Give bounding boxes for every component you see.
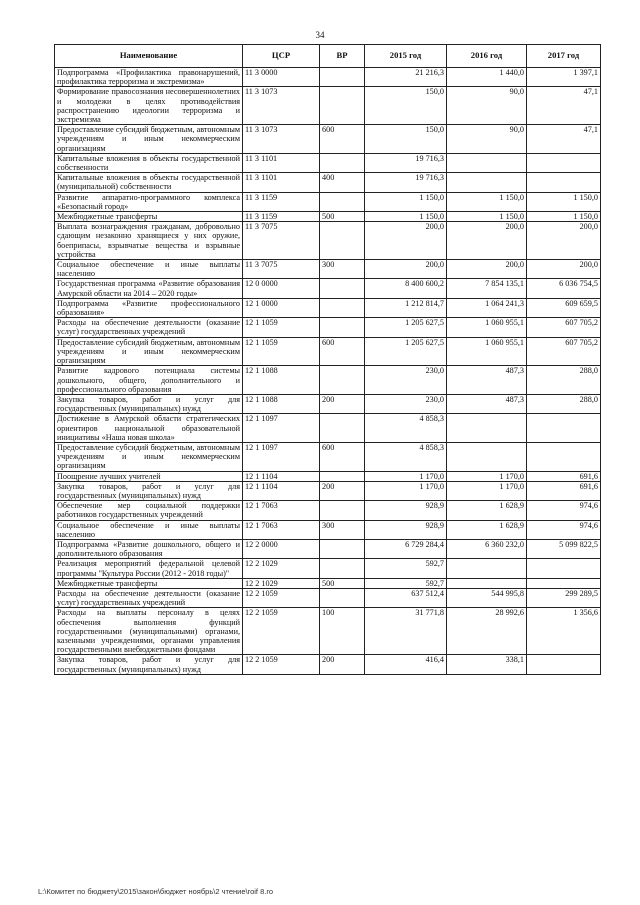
cell-y2017: [527, 655, 601, 674]
cell-csr: 12 1 7063: [243, 520, 320, 539]
table-row: [55, 260, 601, 279]
cell-y2017: 288,0: [527, 394, 601, 413]
budget-table: [54, 44, 601, 675]
cell-y2015: 1 205 627,5: [365, 337, 447, 366]
cell-y2017: 47,1: [527, 87, 601, 125]
cell-y2017: 200,0: [527, 260, 601, 279]
table-row: [55, 337, 601, 366]
cell-name: Выплата вознаграждения гражданам, добровольно сдающим незаконно хранящиеся у них оружие, боеприпасы, взрывчатые вещества и взрывные устройства: [55, 222, 243, 260]
cell-name: Развитие кадрового потенциала системы дошкольного, общего, дополнительного и профессионального образования: [55, 366, 243, 395]
cell-y2016: 6 360 232,0: [447, 539, 527, 558]
cell-csr: 11 3 1159: [243, 212, 320, 222]
cell-name: Закупка товаров, работ и услуг для государственных (муниципальных) нужд: [55, 394, 243, 413]
cell-y2017: 691,6: [527, 481, 601, 500]
cell-y2015: 637 512,4: [365, 588, 447, 607]
cell-y2017: 47,1: [527, 125, 601, 154]
header-csr: ЦСР: [243, 45, 320, 68]
cell-vr: [320, 87, 365, 125]
cell-y2015: 1 170,0: [365, 481, 447, 500]
cell-vr: 100: [320, 608, 365, 655]
table-row: [55, 520, 601, 539]
cell-vr: [320, 539, 365, 558]
cell-vr: [320, 588, 365, 607]
cell-csr: 11 3 1073: [243, 125, 320, 154]
cell-name: Поощрение лучших учителей: [55, 471, 243, 481]
cell-y2016: 1 628,9: [447, 501, 527, 520]
cell-name: Предоставление субсидий бюджетным, автономным учреждениям и иным некоммерческим организациям: [55, 125, 243, 154]
table-row: [55, 655, 601, 674]
cell-y2017: 1 397,1: [527, 68, 601, 87]
cell-csr: 12 1 1088: [243, 394, 320, 413]
cell-name: Расходы на обеспечение деятельности (оказание услуг) государственных учреждений: [55, 318, 243, 337]
cell-y2016: [447, 559, 527, 578]
cell-vr: 600: [320, 442, 365, 471]
cell-name: Капитальные вложения в объекты государственной собственности: [55, 153, 243, 172]
cell-name: Формирование правосознания несовершеннолетних и молодежи в целях противодействия распространению идеологии терроризма и экстремизма: [55, 87, 243, 125]
cell-vr: 500: [320, 212, 365, 222]
cell-y2016: 200,0: [447, 260, 527, 279]
cell-y2017: 288,0: [527, 366, 601, 395]
cell-vr: [320, 559, 365, 578]
cell-y2016: 1 170,0: [447, 481, 527, 500]
cell-y2017: 6 036 754,5: [527, 279, 601, 298]
table-row: [55, 212, 601, 222]
cell-name: Развитие аппаратно-программного комплекса «Безопасный город»: [55, 192, 243, 211]
cell-y2015: 1 150,0: [365, 192, 447, 211]
cell-name: Подпрограмма «Развитие профессионального образования»: [55, 298, 243, 317]
table-row: [55, 442, 601, 471]
table-row: [55, 559, 601, 578]
cell-y2015: 4 858,3: [365, 442, 447, 471]
cell-csr: 12 1 1097: [243, 414, 320, 443]
table-row: [55, 279, 601, 298]
table-body: [55, 68, 601, 675]
cell-y2017: 200,0: [527, 222, 601, 260]
table-row: [55, 539, 601, 558]
cell-csr: 12 1 1104: [243, 471, 320, 481]
cell-csr: 11 3 1101: [243, 173, 320, 192]
cell-y2017: 609 659,5: [527, 298, 601, 317]
cell-y2017: [527, 578, 601, 588]
cell-name: Расходы на выплаты персоналу в целях обеспечения выполнения функций государственными (муниципальными) органами, казенными учреждениями, органами управления государственными внебюджетными фондами: [55, 608, 243, 655]
cell-name: Социальное обеспечение и иные выплаты населению: [55, 260, 243, 279]
cell-name: Обеспечение мер социальной поддержки работников государственных учреждений: [55, 501, 243, 520]
cell-name: Достижение в Амурской области стратегических ориентиров национальной образовательной инициативы «Наша новая школа»: [55, 414, 243, 443]
cell-y2016: 90,0: [447, 125, 527, 154]
cell-y2017: [527, 559, 601, 578]
cell-y2017: 1 150,0: [527, 192, 601, 211]
cell-csr: 12 1 1104: [243, 481, 320, 500]
table-row: [55, 87, 601, 125]
table-row: [55, 414, 601, 443]
cell-y2016: 28 992,6: [447, 608, 527, 655]
cell-vr: 300: [320, 520, 365, 539]
cell-y2017: [527, 153, 601, 172]
cell-name: Межбюджетные трансферты: [55, 212, 243, 222]
table-row: [55, 481, 601, 500]
table-row: [55, 501, 601, 520]
cell-y2016: 1 628,9: [447, 520, 527, 539]
cell-csr: 12 0 0000: [243, 279, 320, 298]
cell-csr: 12 1 1059: [243, 337, 320, 366]
cell-csr: 11 3 7075: [243, 222, 320, 260]
table-row: [55, 588, 601, 607]
cell-y2015: 592,7: [365, 559, 447, 578]
cell-y2016: 1 064 241,3: [447, 298, 527, 317]
cell-csr: 11 3 0000: [243, 68, 320, 87]
cell-csr: 11 3 1101: [243, 153, 320, 172]
table-row: [55, 394, 601, 413]
cell-y2016: 90,0: [447, 87, 527, 125]
cell-y2017: [527, 442, 601, 471]
cell-y2017: 607 705,2: [527, 318, 601, 337]
cell-vr: [320, 279, 365, 298]
header-name: Наименование: [55, 45, 243, 68]
cell-y2017: [527, 173, 601, 192]
cell-y2016: 487,3: [447, 366, 527, 395]
cell-y2016: 1 060 955,1: [447, 337, 527, 366]
cell-vr: [320, 68, 365, 87]
page-number: 34: [315, 30, 325, 40]
cell-vr: [320, 471, 365, 481]
cell-y2015: 230,0: [365, 366, 447, 395]
cell-y2016: 1 440,0: [447, 68, 527, 87]
cell-vr: 200: [320, 655, 365, 674]
cell-y2017: [527, 414, 601, 443]
table-row: [55, 192, 601, 211]
cell-y2016: 1 170,0: [447, 471, 527, 481]
cell-csr: 12 1 1059: [243, 318, 320, 337]
cell-y2016: [447, 173, 527, 192]
cell-y2015: 8 400 600,2: [365, 279, 447, 298]
cell-y2015: 21 216,3: [365, 68, 447, 87]
table-row: [55, 298, 601, 317]
table-row: [55, 578, 601, 588]
header-2015: 2015 год: [365, 45, 447, 68]
cell-y2016: 200,0: [447, 222, 527, 260]
cell-name: Социальное обеспечение и иные выплаты населению: [55, 520, 243, 539]
cell-y2016: [447, 578, 527, 588]
table-row: [55, 471, 601, 481]
cell-y2016: 338,1: [447, 655, 527, 674]
cell-vr: 400: [320, 173, 365, 192]
cell-csr: 12 2 1029: [243, 559, 320, 578]
cell-y2017: 1 150,0: [527, 212, 601, 222]
cell-name: Закупка товаров, работ и услуг для государственных (муниципальных) нужд: [55, 481, 243, 500]
cell-y2015: 200,0: [365, 260, 447, 279]
cell-y2015: 200,0: [365, 222, 447, 260]
cell-vr: [320, 298, 365, 317]
cell-y2015: 1 170,0: [365, 471, 447, 481]
table-row: [55, 153, 601, 172]
header-2016: 2016 год: [447, 45, 527, 68]
table-row: [55, 173, 601, 192]
cell-csr: 12 2 1029: [243, 578, 320, 588]
cell-y2015: 19 716,3: [365, 173, 447, 192]
cell-name: Реализация мероприятий федеральной целевой программы "Культура России (2012 - 2018 годы)": [55, 559, 243, 578]
cell-csr: 11 3 7075: [243, 260, 320, 279]
cell-name: Подпрограмма «Профилактика правонарушений, профилактика терроризма и экстремизма»: [55, 68, 243, 87]
cell-vr: [320, 153, 365, 172]
cell-y2015: 150,0: [365, 125, 447, 154]
cell-vr: 200: [320, 394, 365, 413]
cell-name: Закупка товаров, работ и услуг для государственных (муниципальных) нужд: [55, 655, 243, 674]
cell-y2015: 6 729 284,4: [365, 539, 447, 558]
cell-y2015: 230,0: [365, 394, 447, 413]
cell-name: Капитальные вложения в объекты государственной (муниципальной) собственности: [55, 173, 243, 192]
table-header-row: [55, 45, 601, 68]
cell-y2015: 31 771,8: [365, 608, 447, 655]
table-row: [55, 608, 601, 655]
cell-name: Предоставление субсидий бюджетным, автономным учреждениям и иным некоммерческим организациям: [55, 337, 243, 366]
cell-vr: [320, 501, 365, 520]
cell-vr: [320, 318, 365, 337]
cell-csr: 12 2 1059: [243, 588, 320, 607]
cell-y2017: 691,6: [527, 471, 601, 481]
cell-vr: [320, 222, 365, 260]
cell-name: Государственная программа «Развитие образования Амурской области на 2014 – 2020 годы»: [55, 279, 243, 298]
header-2017: 2017 год: [527, 45, 601, 68]
cell-y2015: 1 212 814,7: [365, 298, 447, 317]
cell-y2015: 150,0: [365, 87, 447, 125]
table-row: [55, 366, 601, 395]
cell-name: Расходы на обеспечение деятельности (оказание услуг) государственных учреждений: [55, 588, 243, 607]
cell-name: Межбюджетные трансферты: [55, 578, 243, 588]
cell-vr: [320, 414, 365, 443]
cell-y2016: 1 150,0: [447, 192, 527, 211]
cell-csr: 12 2 1059: [243, 608, 320, 655]
cell-y2017: 1 356,6: [527, 608, 601, 655]
cell-vr: 500: [320, 578, 365, 588]
cell-vr: 300: [320, 260, 365, 279]
cell-csr: 11 3 1073: [243, 87, 320, 125]
table-row: [55, 125, 601, 154]
cell-y2015: 592,7: [365, 578, 447, 588]
cell-vr: 200: [320, 481, 365, 500]
cell-y2017: 5 099 822,5: [527, 539, 601, 558]
file-path-footer: L:\Комитет по бюджету\2015\закон\бюджет ноябрь\2 чтение\roif 8.ro: [38, 887, 274, 896]
cell-vr: [320, 366, 365, 395]
cell-y2016: 544 995,8: [447, 588, 527, 607]
cell-csr: 12 2 1059: [243, 655, 320, 674]
cell-y2015: 19 716,3: [365, 153, 447, 172]
cell-y2016: 1 150,0: [447, 212, 527, 222]
header-vr: ВР: [320, 45, 365, 68]
cell-y2016: [447, 153, 527, 172]
cell-csr: 12 1 1097: [243, 442, 320, 471]
cell-y2016: 487,3: [447, 394, 527, 413]
cell-csr: 12 1 7063: [243, 501, 320, 520]
cell-vr: [320, 192, 365, 211]
cell-y2015: 1 205 627,5: [365, 318, 447, 337]
cell-name: Подпрограмма «Развитие дошкольного, общего и дополнительного образования: [55, 539, 243, 558]
cell-y2016: 7 854 135,1: [447, 279, 527, 298]
cell-y2015: 416,4: [365, 655, 447, 674]
cell-y2016: [447, 442, 527, 471]
cell-y2015: 1 150,0: [365, 212, 447, 222]
cell-y2015: 4 858,3: [365, 414, 447, 443]
cell-y2016: 1 060 955,1: [447, 318, 527, 337]
cell-name: Предоставление субсидий бюджетным, автономным учреждениям и иным некоммерческим организациям: [55, 442, 243, 471]
cell-y2017: 974,6: [527, 520, 601, 539]
cell-csr: 12 1 1088: [243, 366, 320, 395]
cell-y2017: 607 705,2: [527, 337, 601, 366]
cell-csr: 12 2 0000: [243, 539, 320, 558]
table-row: [55, 68, 601, 87]
cell-vr: 600: [320, 337, 365, 366]
cell-y2015: 928,9: [365, 501, 447, 520]
cell-y2016: [447, 414, 527, 443]
cell-y2017: 299 289,5: [527, 588, 601, 607]
cell-csr: 11 3 1159: [243, 192, 320, 211]
table-row: [55, 222, 601, 260]
cell-vr: 600: [320, 125, 365, 154]
table-row: [55, 318, 601, 337]
cell-y2017: 974,6: [527, 501, 601, 520]
cell-csr: 12 1 0000: [243, 298, 320, 317]
cell-y2015: 928,9: [365, 520, 447, 539]
